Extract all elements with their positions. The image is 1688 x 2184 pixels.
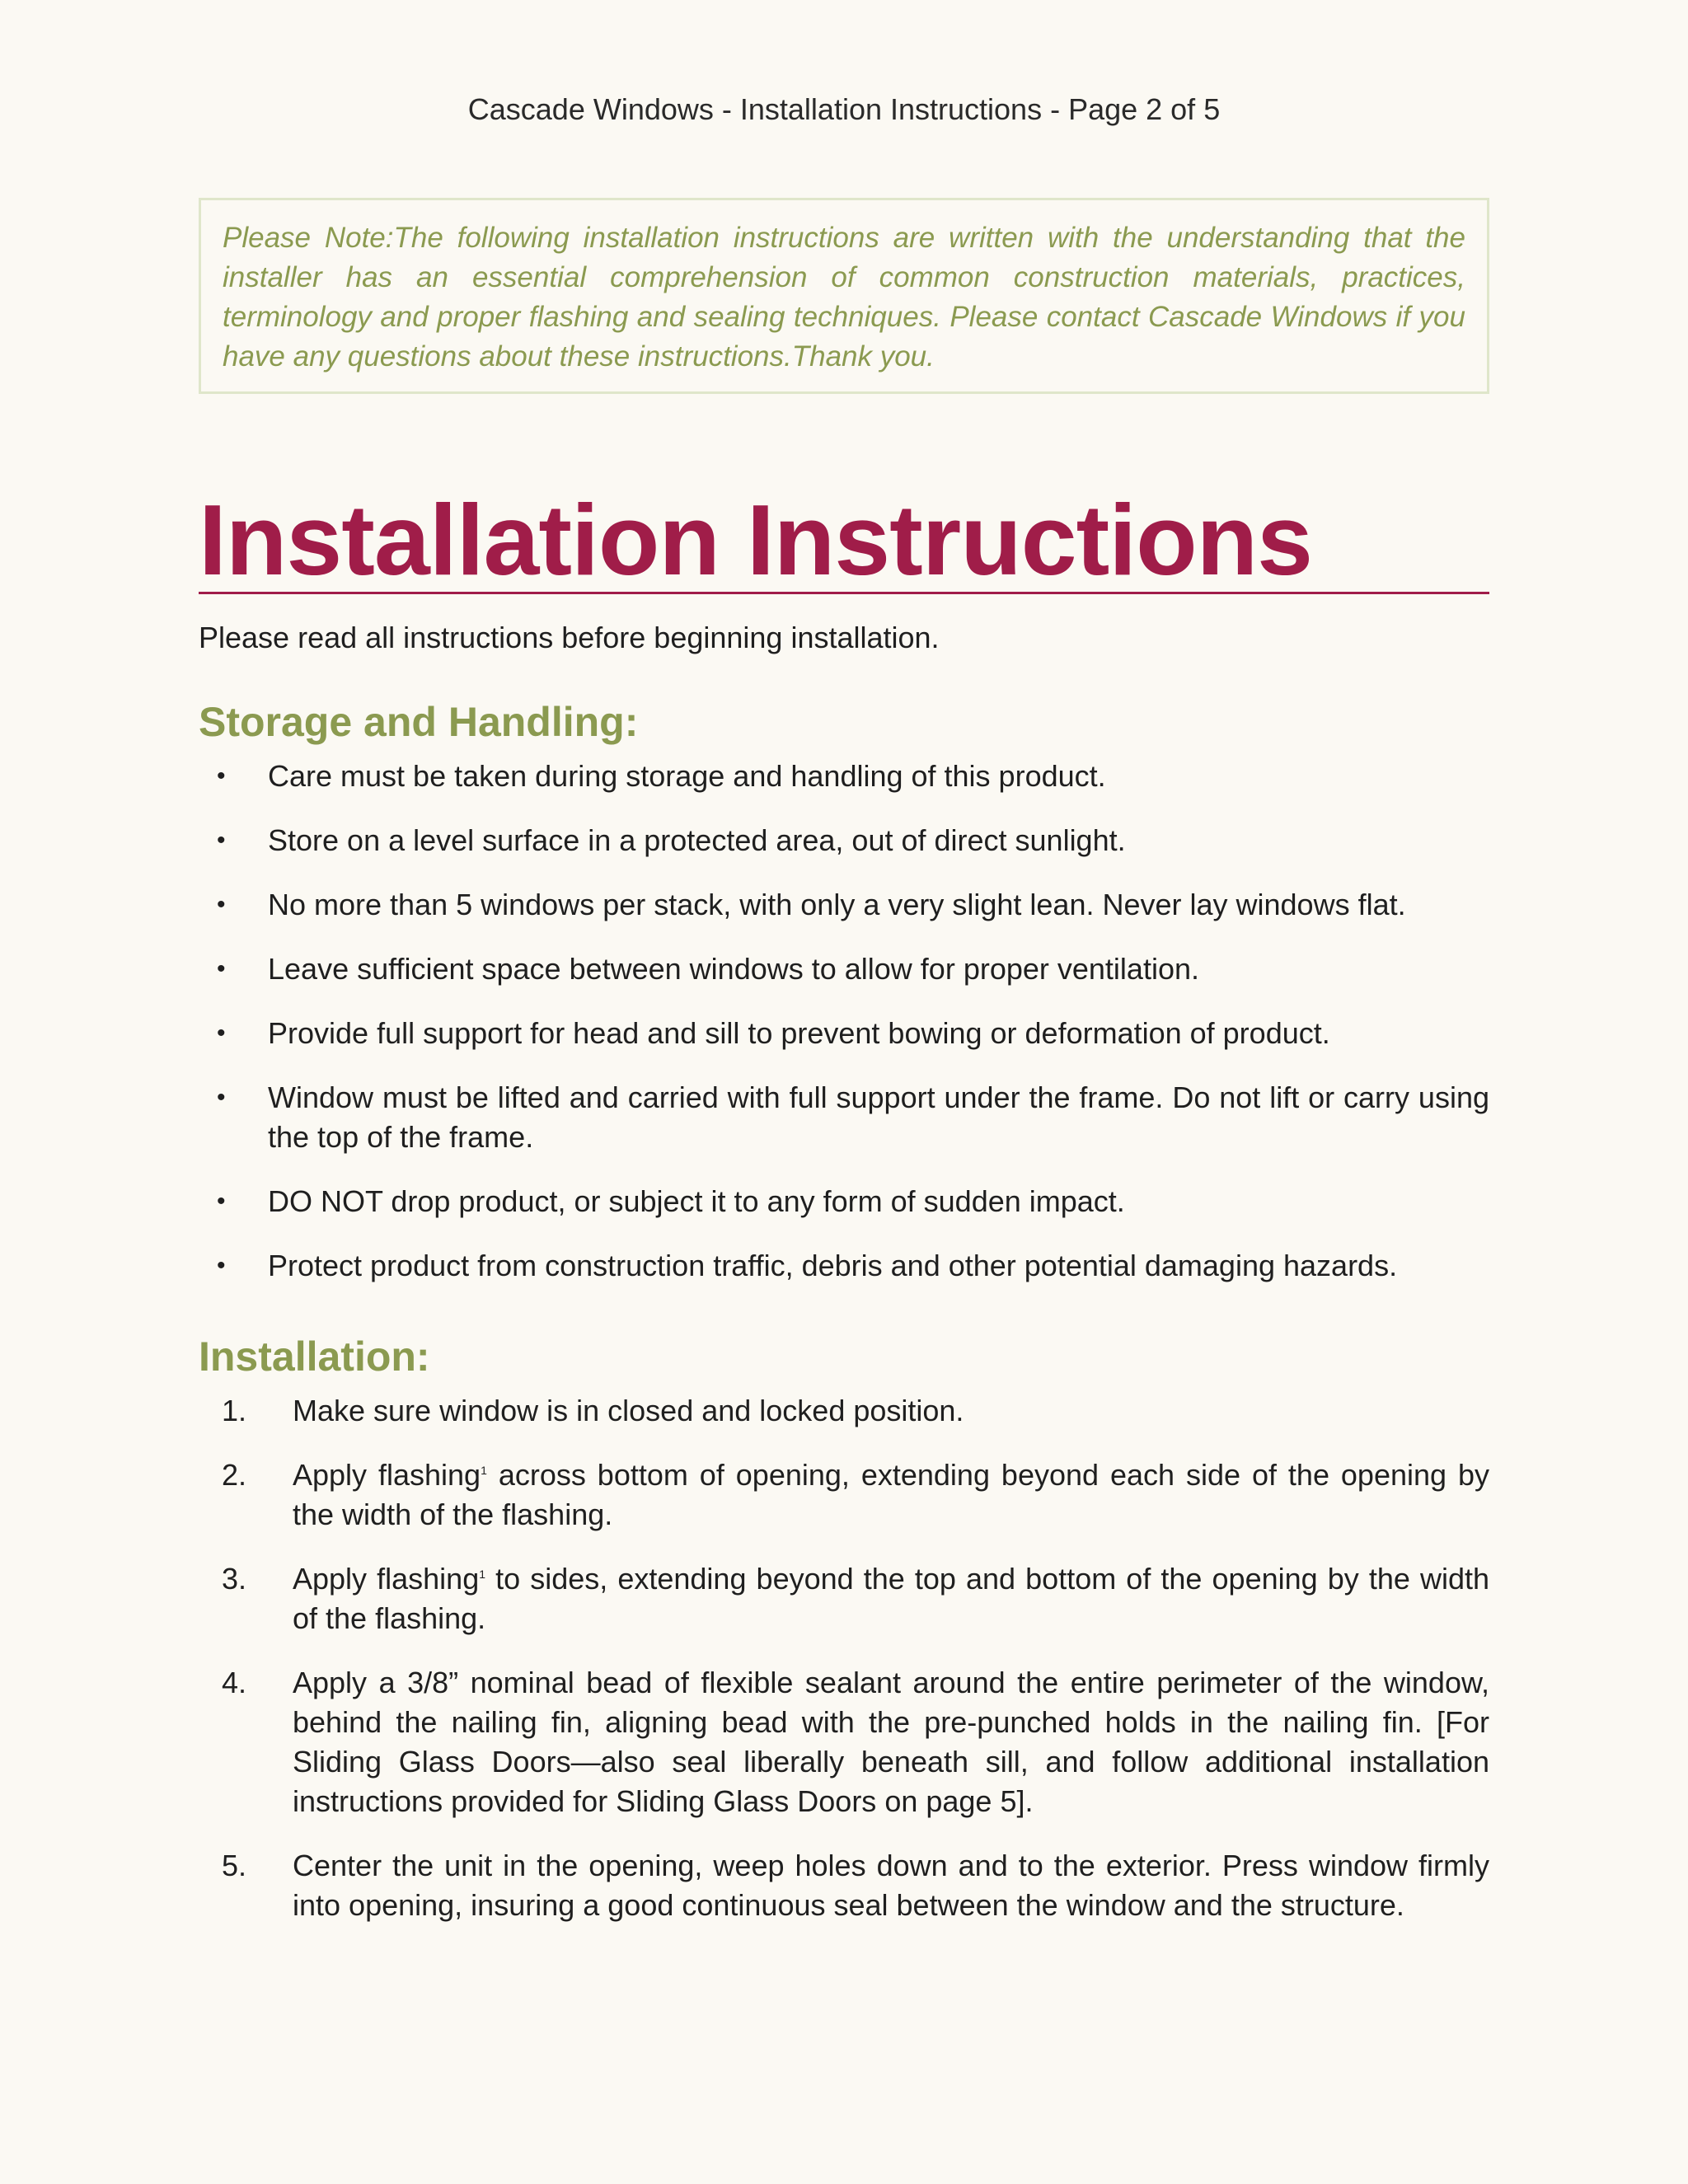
title-underline-divider: [199, 592, 1489, 594]
storage-list: [199, 757, 1489, 1310]
list-item-text: Provide full support for head and sill to prevent bowing or deformation of product.: [268, 1016, 1330, 1050]
step-text-start: Apply flashing: [293, 1458, 481, 1492]
list-item: [199, 757, 1489, 796]
list-item: [199, 949, 1489, 989]
step-item: [199, 1846, 1489, 1925]
step-text: Center the unit in the opening, weep holes down and to the exterior. Press window firmly into opening, insuring a good continuous seal between the window and the structure.: [293, 1849, 1489, 1922]
list-item: [199, 885, 1489, 925]
step-item: [199, 1455, 1489, 1535]
bullet-icon: •: [217, 762, 226, 790]
list-item: [199, 1246, 1489, 1286]
list-item: [199, 1182, 1489, 1221]
installation-heading: Installation:: [199, 1333, 430, 1380]
list-item-text: Protect product from construction traffic, debris and other potential damaging hazards.: [268, 1249, 1398, 1282]
intro-text: Please read all instructions before beginning installation.: [199, 621, 940, 654]
list-item: [199, 821, 1489, 860]
step-number: 1.: [222, 1394, 247, 1427]
bullet-icon: •: [217, 1019, 226, 1047]
bullet-icon: •: [217, 891, 226, 918]
list-item: [199, 1014, 1489, 1053]
step-item: [199, 1559, 1489, 1638]
running-header: Cascade Windows - Installation Instructions - Page 2 of 5: [467, 92, 1221, 126]
storage-heading: Storage and Handling:: [199, 699, 639, 745]
note-text: Please Note:The following installation instructions are written with the understanding that the installer has an essential comprehension of common construction materials, practices, terminology and proper flashing and sealing techniques. Please contact Cascade Windows if you have any questions about these instructions.Thank you.: [223, 222, 1465, 373]
bullet-icon: •: [217, 955, 226, 982]
step-text-end: across bottom of opening, extending beyond each side of the opening by the width of the flashing.: [293, 1458, 1490, 1531]
bullet-icon: •: [217, 1188, 226, 1215]
list-item-text: DO NOT drop product, or subject it to any form of sudden impact.: [268, 1184, 1125, 1218]
step-number: 4.: [222, 1666, 247, 1699]
bullet-icon: •: [217, 1252, 226, 1279]
step-number: 3.: [222, 1562, 247, 1596]
list-item-text: Care must be taken during storage and handling of this product.: [268, 759, 1106, 793]
step-text: Make sure window is in closed and locked position.: [293, 1394, 964, 1427]
footnote-marker: 1: [481, 1464, 487, 1477]
list-item-text: Leave sufficient space between windows to allow for proper ventilation.: [268, 952, 1199, 986]
bullet-icon: •: [217, 1084, 226, 1111]
list-item-text: Store on a level surface in a protected area, out of direct sunlight.: [268, 823, 1126, 857]
note-box: [199, 198, 1489, 394]
step-item: [199, 1663, 1489, 1821]
step-text: Apply a 3/8” nominal bead of flexible sealant around the entire perimeter of the window, behind the nailing fin, aligning bead with the pre-punched holds in the nailing fin. [For Sliding Glass Doors—also seal liberally beneath sill, and follow additional installation instructions provided for Sliding Glass Doors on page 5].: [293, 1666, 1489, 1818]
installation-steps-list: [199, 1391, 1489, 1950]
step-number: 5.: [222, 1849, 247, 1882]
step-number: 2.: [222, 1458, 247, 1492]
step-text-start: Apply flashing: [293, 1562, 480, 1596]
list-item: [199, 1078, 1489, 1157]
page-title: Installation Instructions: [199, 484, 1313, 596]
list-item-text: Window must be lifted and carried with full support under the frame. Do not lift or carry using the top of the frame.: [268, 1080, 1489, 1154]
bullet-icon: •: [217, 827, 226, 854]
step-text-end: to sides, extending beyond the top and bottom of the opening by the width of the flashing.: [293, 1562, 1490, 1635]
list-item-text: No more than 5 windows per stack, with only a very slight lean. Never lay windows flat.: [268, 888, 1406, 921]
footnote-marker: 1: [479, 1568, 486, 1581]
step-item: [199, 1391, 1489, 1431]
